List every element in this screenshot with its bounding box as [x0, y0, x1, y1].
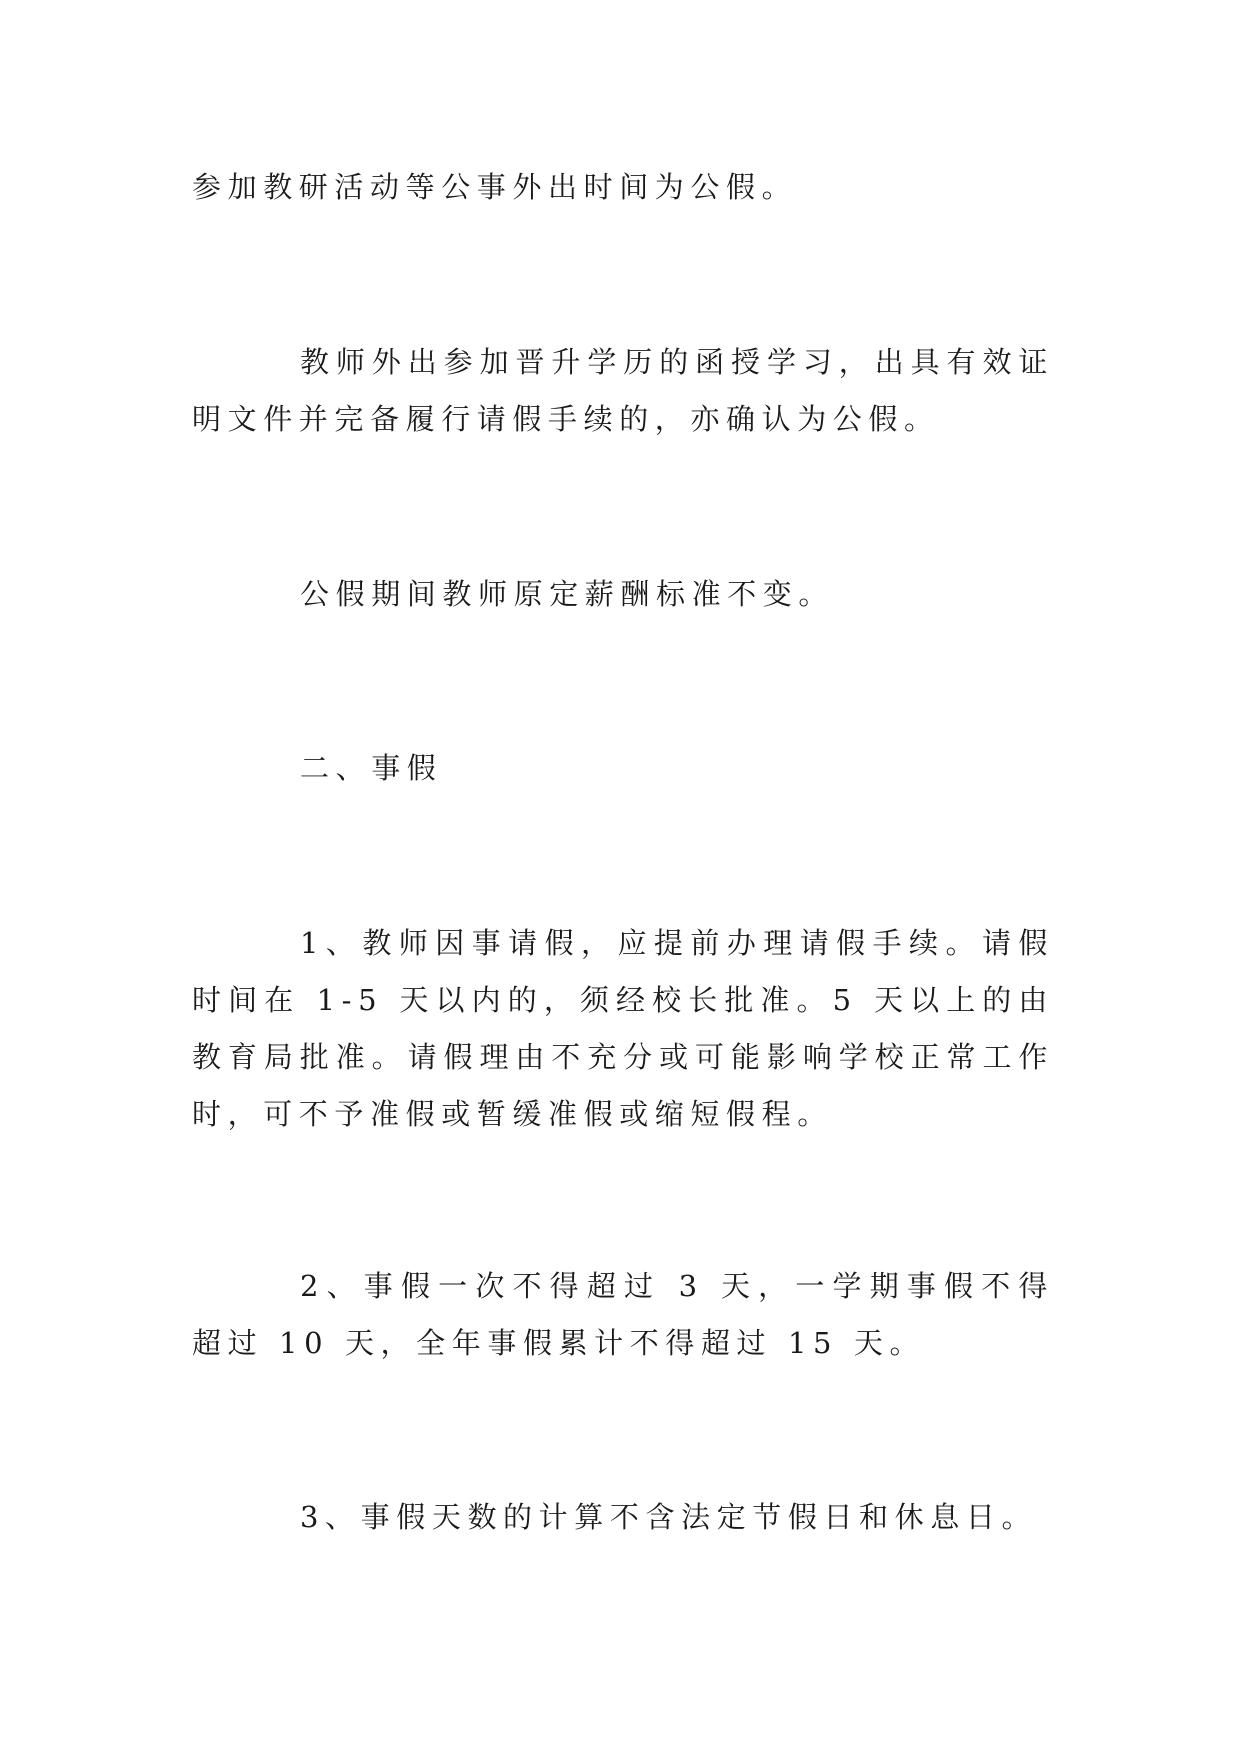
paragraph-correspondence-study: 教师外出参加晋升学历的函授学习，出具有效证明文件并完备履行请假手续的，亦确认为公假。 [192, 345, 1054, 436]
paragraph-personal-leave-rule-2: 2、事假一次不得超过 3 天，一学期事假不得超过 10 天，全年事假累计不得超过 15 天。 [192, 1269, 1054, 1360]
paragraph-official-leave-pay: 公假期间教师原定薪酬标准不变。 [300, 577, 835, 611]
paragraph-official-leave-continued: 参加教研活动等公事外出时间为公假。 [192, 170, 798, 204]
section-heading-personal-leave: 二、事假 [300, 751, 443, 785]
paragraph-personal-leave-rule-1: 1、教师因事请假，应提前办理请假手续。请假时间在 1-5 天以内的，须经校长批准。5 天以上的由教育局批准。请假理由不充分或可能影响学校正常工作时，可不予准假或暂缓准假或缩短假程。 [192, 926, 1054, 1131]
paragraph-personal-leave-rule-3: 3、事假天数的计算不含法定节假日和休息日。 [300, 1500, 1038, 1534]
